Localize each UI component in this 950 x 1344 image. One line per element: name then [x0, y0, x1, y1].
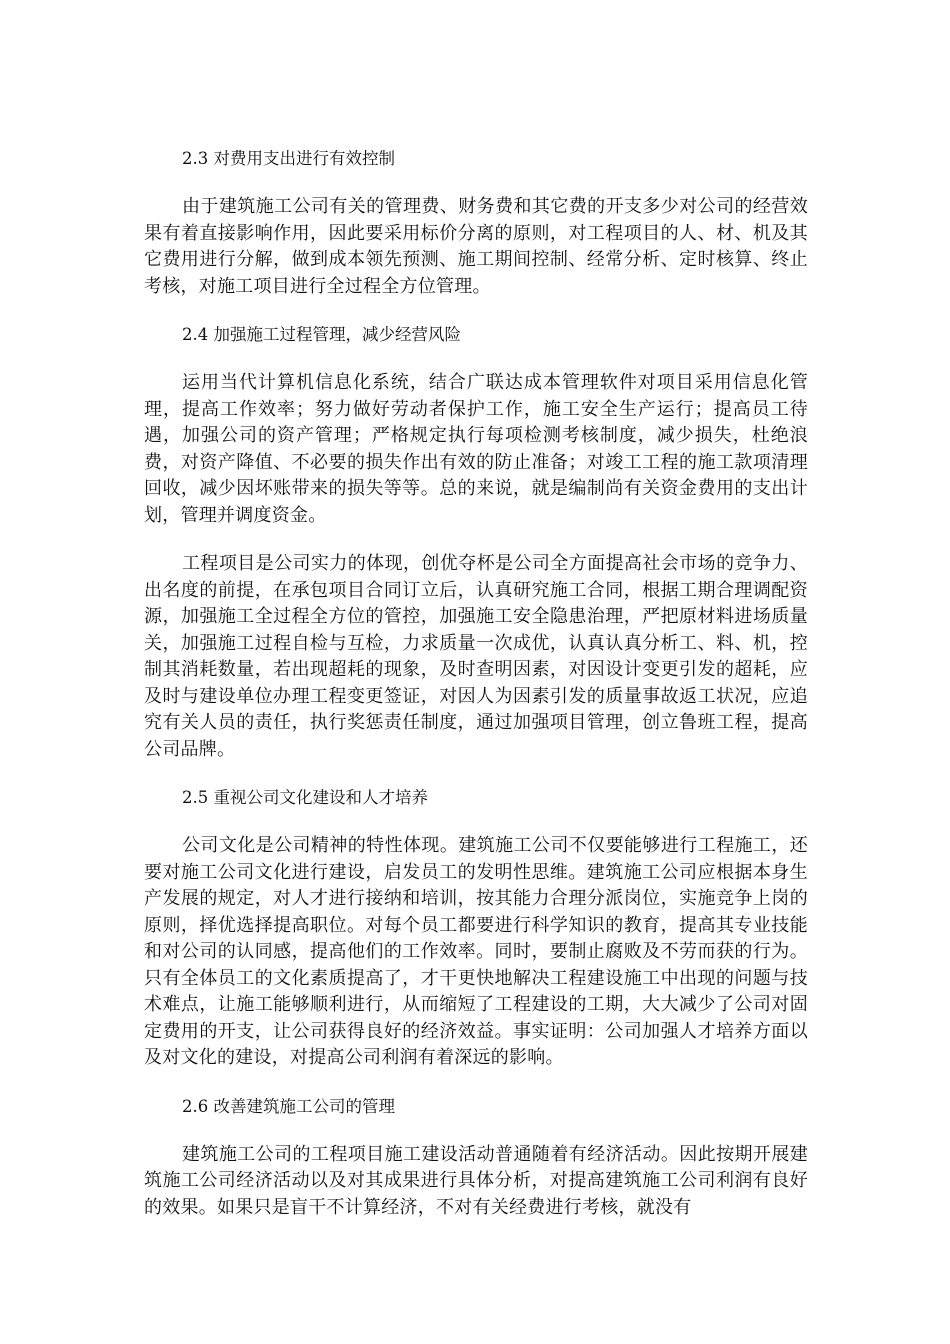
- paragraph-improve-management: 建筑施工公司的工程项目施工建设活动普通随着有经济活动。因此按期开展建筑施工公司经济活动以及对其成果进行具体分析，对提高建筑施工公司利润有良好的效果。如果只是盲干不计算经济，不对有关经费进行考核，就没有: [144, 1143, 808, 1218]
- document-body: [144, 146, 808, 1243]
- section-heading-2-5: 2.5 重视公司文化建设和人才培养: [182, 788, 428, 807]
- paragraph-project-quality: 工程项目是公司实力的体现，创优夺杯是公司全方面提高社会市场的竞争力、出名度的前提，在承包项目合同订立后，认真研究施工合同，根据工期合理调配资源，加强施工全过程全方位的管控，加强施工安全隐患治理，严把原材料进场质量关，加强施工过程自检与互检，力求质量一次成优，认真认真分析工、料、机，控制其消耗数量，若出现超耗的现象，及时查明因素，对因设计变更引发的超耗，应及时与建设单位办理工程变更签证，对因人为因素引发的质量事故返工状况，应追究有关人员的责任，执行奖惩责任制度，通过加强项目管理，创立鲁班工程，提高公司品牌。: [144, 553, 808, 760]
- paragraph-information-management: 运用当代计算机信息化系统，结合广联达成本管理软件对项目采用信息化管理，提高工作效率；努力做好劳动者保护工作，施工安全生产运行；提高员工待遇，加强公司的资产管理；严格规定执行每项检测考核制度，减少损失，杜绝浪费，对资产降值、不必要的损失作出有效的防止准备；对竣工工程的施工款项清理回收，减少因坏账带来的损失等等。总的来说，就是编制尚有关资金费用的支出计划，管理并调度资金。: [144, 372, 808, 526]
- section-heading-2-4: 2.4 加强施工过程管理，减少经营风险: [182, 325, 461, 344]
- paragraph-company-culture: 公司文化是公司精神的特性体现。建筑施工公司不仅要能够进行工程施工，还要对施工公司文化进行建设，启发员工的发明性思维。建筑施工公司应根据本身生产发展的规定，对人才进行接纳和培训，按其能力合理分派岗位，实施竞争上岗的原则，择优选择提高职位。对每个员工都要进行科学知识的教育，提高其专业技能和对公司的认同感，提高他们的工作效率。同时，要制止腐败及不劳而获的行为。只有全体员工的文化素质提高了，才干更快地解决工程建设施工中出现的问题与技术难点，让施工能够顺利进行，从而缩短了工程建设的工期，大大减少了公司对固定费用的开支，让公司获得良好的经济效益。事实证明：公司加强人才培养方面以及对文化的建设，对提高公司利润有着深远的影响。: [144, 835, 808, 1068]
- section-heading-2-3: 2.3 对费用支出进行有效控制: [182, 149, 395, 168]
- paragraph-expense-control: 由于建筑施工公司有关的管理费、财务费和其它费的开支多少对公司的经营效果有着直接影响作用，因此要采用标价分离的原则，对工程项目的人、材、机及其它费用进行分解，做到成本领先预测、施工期间控制、经常分析、定时核算、终止考核，对施工项目进行全过程全方位管理。: [144, 196, 808, 297]
- section-heading-2-6: 2.6 改善建筑施工公司的管理: [182, 1096, 395, 1116]
